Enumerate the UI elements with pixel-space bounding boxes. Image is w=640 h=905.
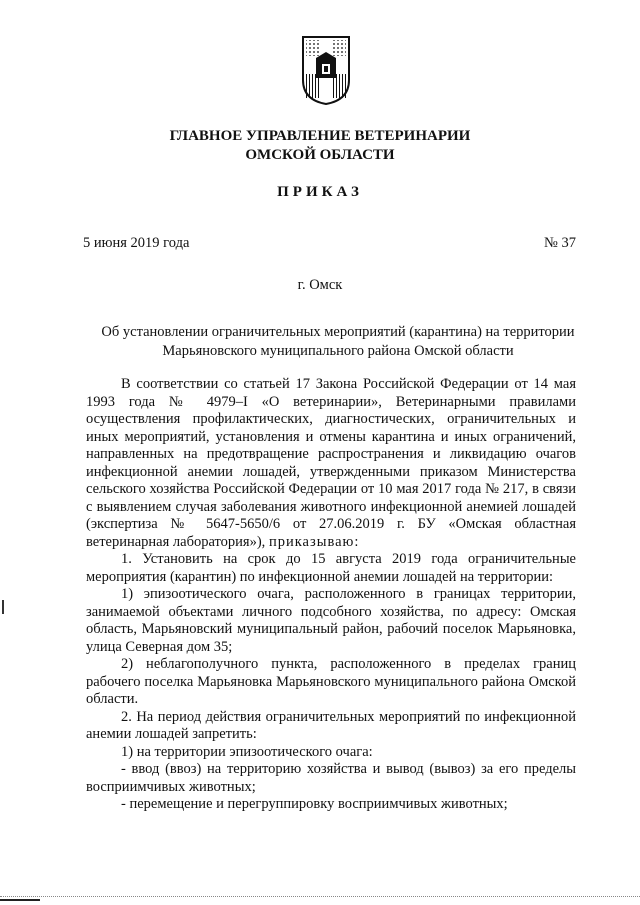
body-intro <box>86 376 576 551</box>
document-body <box>86 376 576 814</box>
paragraph-1: 1. Установить на срок до 15 августа 2019 года ограничительные мероприятия (карантин) по инфекционной анемии лошадей на территории: <box>86 551 576 585</box>
paragraph-2-1: 1) на территории эпизоотического очага: <box>121 743 373 760</box>
paragraph-2-1-b: - перемещение и перегруппировку восприимчивых животных; <box>121 796 508 812</box>
omsk-coat-of-arms-icon <box>300 34 352 106</box>
organization-name-line2: ОМСКОЙ ОБЛАСТИ <box>245 147 395 163</box>
paragraph-2-1-a: - ввод (ввоз) на территорию хозяйства и вывод (вывоз) за его пределы восприимчивых животных; <box>86 761 576 795</box>
paragraph-2: 2. На период действия ограничительных мероприятий по инфекционной анемии лошадей запретить: <box>86 708 576 742</box>
document-number: № 37 <box>544 235 576 251</box>
scan-corner-mark <box>0 899 40 901</box>
intro-text: В соответствии со статьей 17 Закона Российской Федерации от 14 мая 1993 года № 4979–I «О ветеринарии», Ветеринарными правилами осуществления профилактических, диагностических, ограничительных и иных мероприятий, установления и отмены карантина и иных ограничений, направленных на предотвращение распространения и ликвидацию очагов инфекционной анемии лошадей, утвержденными приказом Министерства сельского хозяйства Российской Федерации от 10 мая 2017 года № 217, в связи с выявлением случая заболевания животного инфекционной анемией лошадей (экспертиза № 5647-5650/6 от 27.06.2019 г. БУ «Омская областная ветеринарная лаборатория»), <box>86 376 576 550</box>
document-subject: Об установлении ограничительных мероприятий (карантина) на территории Марьяновского муниципального района Омской области <box>101 324 575 359</box>
paragraph-1-1: 1) эпизоотического очага, расположенного в границах территории, занимаемой объектами личного подсобного хозяйства, по адресу: Омская область, Марьяновский муниципальный район, рабочий поселок Марьяновка, улица Северная дом 35; <box>86 586 576 655</box>
document-date: 5 июня 2019 года <box>83 235 190 251</box>
paragraph-1-2: 2) неблагополучного пункта, расположенного в пределах границ рабочего поселка Марьяновка Марьяновского муниципального района Омской области. <box>86 656 576 707</box>
scan-margin-mark <box>2 600 4 614</box>
document-city: г. Омск <box>297 277 343 293</box>
order-word: приказываю: <box>268 533 360 550</box>
scan-bottom-edge <box>0 896 640 898</box>
organization-name-line1: ГЛАВНОЕ УПРАВЛЕНИЕ ВЕТЕРИНАРИИ <box>169 128 471 144</box>
document-type: ПРИКАЗ <box>277 184 363 200</box>
